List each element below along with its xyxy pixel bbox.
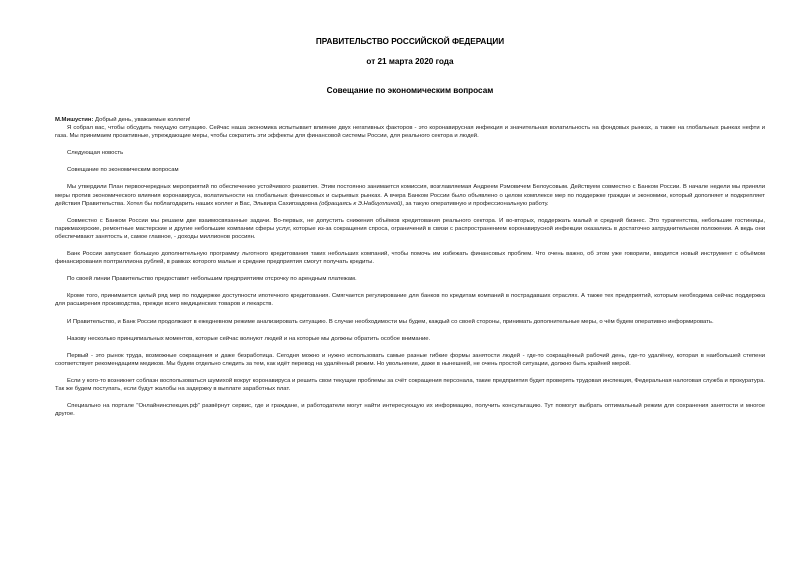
paragraph-7: И Правительство, и Банк России продолжают в ежедневном режиме анализировать ситуацию. В случае необходимости мы будем, каждый со своей стороны, принимать дополнительные меры, о чём будем оперативно информировать. bbox=[67, 318, 714, 325]
paragraph-2-text-b: , за такую оперативную и профессиональную работу. bbox=[402, 200, 549, 207]
government-heading: ПРАВИТЕЛЬСТВО РОССИЙСКОЙ ФЕДЕРАЦИИ bbox=[315, 37, 505, 46]
paragraph-9: Первый - это рынок труда, возможные сокращения и даже безработица. Сегодня можно и нужно использовать самые разные гибкие формы занятости людей - где-то сокращённый рабочий день, где-то удалёнку, которая в наибольшей степени соответствует рекомендациям медиков. Мы будем отдельно следить за тем, как идёт перевод на удалённый режим. Но увольнение, даже в нынешней, не очень простой ситуации, должно быть крайней мерой. bbox=[55, 352, 765, 367]
paragraph-6: Кроме того, принимается целый ряд мер по поддержке доступности ипотечного кредитования. Смягчается регулирование для банков по кредитам компаний в пострадавших отраслях. А также тех предприятий, которым необходима сейчас поддержка для расширения производства, прежде всего медицинских товаров и лекарств. bbox=[55, 293, 765, 308]
paragraph-2 bbox=[55, 183, 765, 207]
paragraph-3: Совместно с Банком России мы решаем две взаимосвязанные задачи. Во-первых, не допустить снижения объёмов кредитования реального сектора. И во-вторых, поддержать малый и средний бизнес. Это турагентства, небольшие гостиницы, парикмахерские, ремонтные мастерские и другие небольшие компании сферы услуг, которые из-за сокращения спроса, ограничений в связи с распространением коронавирусной инфекции оказались в достаточно затруднительном положении. А ведь они обеспечивают занятость и, самое главное, - доходы миллионов россиян. bbox=[55, 217, 765, 240]
document-body bbox=[55, 116, 765, 418]
paragraph-11: Специально на портале "Онлайнинспекция.рф" развёрнут сервис, где и граждане, и работодатели могут найти интересующую их информацию, получить консультацию. Тут помогут выбрать оптимальный режим для сохранения занятости и многое другое. bbox=[55, 403, 765, 418]
next-news-link[interactable]: Следующая новость bbox=[67, 150, 124, 157]
paragraph-2-text-a: Мы утвердили План первоочередных мероприятий по обеспечению устойчивого развития. Этим постоянно занимается комиссия, возглавляемая Андреем Рэмовичем Белоусовым. Действуем совместно с Банком России. В начале недели мы приняли меры против экономического влияния коронавируса, волатильности на глобальных финансовых и сырьевых рынках. А вчера Банком России было объявлено о целом комплексе мер по поддержке граждан и экономики, который дополняет и подкрепляет действия Правительства. Хотел бы поблагодарить наших коллег и Вас, Эльвира Сахипзадовна bbox=[55, 184, 765, 207]
document-date: от 21 марта 2020 года bbox=[366, 57, 454, 66]
paragraph-10: Если у кого-то возникнет соблазн воспользоваться шумихой вокруг коронавируса и решить свои текущие проблемы за счёт сокращения персонала, такие предприятия будет проверять трудовая инспекция, Федеральная налоговая служба и прокуратура. Так же будем поступать, если будут жалобы на задержку в выплате заработных плат. bbox=[55, 377, 765, 392]
speaker-name: М.Мишустин: bbox=[55, 117, 94, 123]
greeting-line bbox=[55, 116, 765, 124]
greeting-text: Добрый день, уважаемые коллеги! bbox=[93, 117, 191, 123]
paragraph-8: Назову несколько принципиальных моментов, которые сейчас волнуют людей и на которые мы должны обратить особое внимание. bbox=[67, 335, 431, 342]
paragraph-4: Банк России запускает большую дополнительную программу льготного кредитования таких небольших компаний, чтобы помочь им избежать финансовых проблем. Что очень важно, об этом уже говорили, вводится новый инструмент с объёмом финансирования полтриллиона рублей, в рамках которого малые и средние предприятия смогут получать кредиты. bbox=[55, 251, 765, 266]
repeat-title: Совещание по экономическим вопросам bbox=[67, 167, 179, 174]
paragraph-5: По своей линии Правительство предоставит небольшим предприятиям отсрочку по арендным платежам. bbox=[67, 276, 357, 283]
paragraph-1: Я собрал вас, чтобы обсудить текущую ситуацию. Сейчас наша экономика испытывает влияние двух негативных факторов - это коронавирусная инфекция и значительная волатильность на фондовых рынках, а также на глобальных рынках нефти и газа. Мы принимаем проактивные, упреждающие меры, чтобы сократить эти эффекты для финансовой системы России, для реального сектора и людей. bbox=[55, 125, 765, 140]
document-title: Совещание по экономическим вопросам bbox=[326, 86, 494, 95]
paragraph-2-aside: (обращаясь к Э.Набиуллиной) bbox=[319, 200, 403, 207]
